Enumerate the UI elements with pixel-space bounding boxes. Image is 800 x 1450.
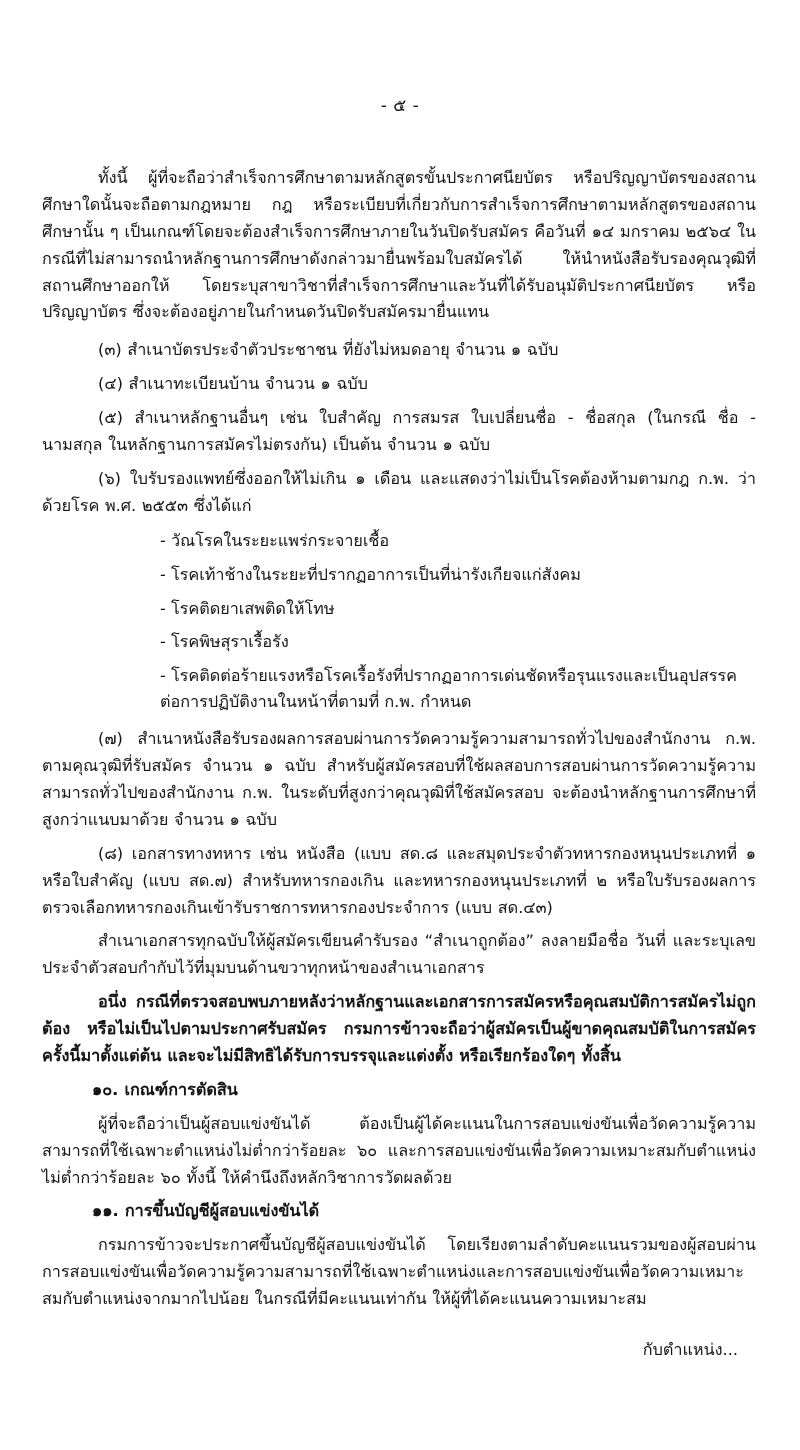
- paragraph-listing: กรมการข้าวจะประกาศขึ้นบัญชีผู้สอบแข่งขันได้ โดยเรียงตามลำดับคะแนนรวมของผู้สอบผ่านการสอบแข่งขันเพื่อวัดความรู้ความสามารถที่ใช้เฉพาะตำแหน่งและการสอบแข่งขันเพื่อวัดความเหมาะสมกับตำแหน่งจากมากไปน้อย ในกรณีที่มีคะแนนเท่ากัน ให้ผู้ที่ได้คะแนนความเหมาะสม: [42, 1235, 756, 1309]
- footer-continuation-note: กับตำแหน่ง...: [642, 1340, 738, 1360]
- paragraph-item-6: (๖) ใบรับรองแพทย์ซึ่งออกให้ไม่เกิน ๑ เดือน และแสดงว่าไม่เป็นโรคต้องห้ามตามกฎ ก.พ. ว่าด้วยโรค พ.ศ. ๒๕๕๓ ซึ่งได้แก่: [42, 468, 756, 515]
- paragraph-item-3: (๓) สำเนาบัตรประจำตัวประชาชน ที่ยังไม่หมดอายุ จำนวน ๑ ฉบับ: [98, 340, 559, 360]
- list-item-disease-5: - โรคติดต่อร้ายแรงหรือโรคเรื้อรังที่ปรากฏอาการเด่นชัดหรือรุนแรงและเป็นอุปสรรคต่อการปฏิบัติงานในหน้าที่ตามที่ ก.พ. กำหนด: [160, 666, 737, 712]
- document-body: [0, 165, 800, 1363]
- paragraph-notice: อนึ่ง กรณีที่ตรวจสอบพบภายหลังว่าหลักฐานและเอกสารการสมัครหรือคุณสมบัติการสมัครไม่ถูกต้อง หรือไม่เป็นไปตามประกาศรับสมัคร กรมการข้าวจะถือว่าผู้สมัครเป็นผู้ขาดคุณสมบัติในการสมัครครั้งนี้มาตั้งแต่ต้น และจะไม่มีสิทธิได้รับการบรรจุและแต่งตั้ง หรือเรียกร้องใดๆ ทั้งสิ้น: [42, 992, 756, 1066]
- paragraph-criteria: ผู้ที่จะถือว่าเป็นผู้สอบแข่งขันได้ ต้องเป็นผู้ได้คะแนนในการสอบแข่งขันเพื่อวัดความรู้ความสามารถที่ใช้เฉพาะตำแหน่งไม่ต่ำกว่าร้อยละ ๖๐ และการสอบแข่งขันเพื่อวัดความเหมาะสมกับตำแหน่งไม่ต่ำกว่าร้อยละ ๖๐ ทั้งนี้ ให้คำนึงถึงหลักวิชาการวัดผลด้วย: [42, 1113, 756, 1187]
- paragraph-item-8: (๘) เอกสารทางทหาร เช่น หนังสือ (แบบ สด.๘ และสมุดประจำตัวทหารกองหนุนประเภทที่ ๑ หรือใบสำคัญ (แบบ สด.๗) สำหรับทหารกองเกิน และทหารกองหนุนประเภทที่ ๒ หรือใบรับรองผลการตรวจเลือกทหารกองเกินเข้ารับราชการทหารกองประจำการ (แบบ สด.๔๓): [42, 843, 756, 917]
- paragraph-item-4: (๔) สำเนาทะเบียนบ้าน จำนวน ๑ ฉบับ: [98, 374, 368, 394]
- heading-listing: ๑๑. การขึ้นบัญชีผู้สอบแข่งขันได้: [92, 1201, 320, 1221]
- paragraph-item-5: (๕) สำเนาหลักฐานอื่นๆ เช่น ใบสำคัญ การสมรส ใบเปลี่ยนชื่อ - ชื่อสกุล (ในกรณี ชื่อ - นามสกุล ในหลักฐานการสมัครไม่ตรงกัน) เป็นต้น จำนวน ๑ ฉบับ: [42, 408, 756, 455]
- heading-criteria: ๑๐. เกณฑ์การตัดสิน: [92, 1079, 238, 1099]
- list-item-disease-3: - โรคติดยาเสพติดให้โทษ: [160, 598, 335, 618]
- paragraph-intro: ทั้งนี้ ผู้ที่จะถือว่าสำเร็จการศึกษาตามหลักสูตรขั้นประกาศนียบัตร หรือปริญญาบัตรของสถานศึกษาใดนั้นจะถือตามกฎหมาย กฎ หรือระเบียบที่เกี่ยวกับการสำเร็จการศึกษาตามหลักสูตรของสถานศึกษานั้น ๆ เป็นเกณฑ์โดยจะต้องสำเร็จการศึกษาภายในวันปิดรับสมัคร คือวันที่ ๑๔ มกราคม ๒๕๖๔ ในกรณีที่ไม่สามารถนำหลักฐานการศึกษาดังกล่าวมายื่นพร้อมใบสมัครได้ ให้นำหนังสือรับรองคุณวุฒิที่สถานศึกษาออกให้ โดยระบุสาขาวิชาที่สำเร็จการศึกษาและวันที่ได้รับอนุมัติประกาศนียบัตร หรือปริญญาบัตร ซึ่งจะต้องอยู่ภายในกำหนดวันปิดรับสมัครมายื่นแทน: [42, 168, 756, 322]
- list-item-disease-4: - โรคพิษสุราเรื้อรัง: [160, 632, 289, 652]
- paragraph-item-7: (๗) สำเนาหนังสือรับรองผลการสอบผ่านการวัดความรู้ความสามารถทั่วไปของสำนักงาน ก.พ. ตามคุณวุฒิที่รับสมัคร จำนวน ๑ ฉบับ สำหรับผู้สมัครสอบที่ใช้ผลสอบการสอบผ่านการวัดความรู้ความสามารถทั่วไปของสำนักงาน ก.พ. ในระดับที่สูงกว่าคุณวุฒิที่ใช้สมัครสอบ จะต้องนำหลักฐานการศึกษาที่สูงกว่าแนบมาด้วย จำนวน ๑ ฉบับ: [42, 729, 756, 829]
- list-item-disease-2: - โรคเท้าช้างในระยะที่ปรากฏอาการเป็นที่น่ารังเกียจแก่สังคม: [160, 564, 581, 584]
- page-number: - ๕ -: [380, 96, 420, 116]
- paragraph-certify: สำเนาเอกสารทุกฉบับให้ผู้สมัครเขียนคำรับรอง “สำเนาถูกต้อง” ลงลายมือชื่อ วันที่ และระบุเลขประจำตัวสอบกำกับไว้ที่มุมบนด้านขวาทุกหน้าของสำเนาเอกสาร: [42, 931, 756, 978]
- list-item-disease-1: - วัณโรคในระยะแพร่กระจายเชื้อ: [160, 530, 390, 550]
